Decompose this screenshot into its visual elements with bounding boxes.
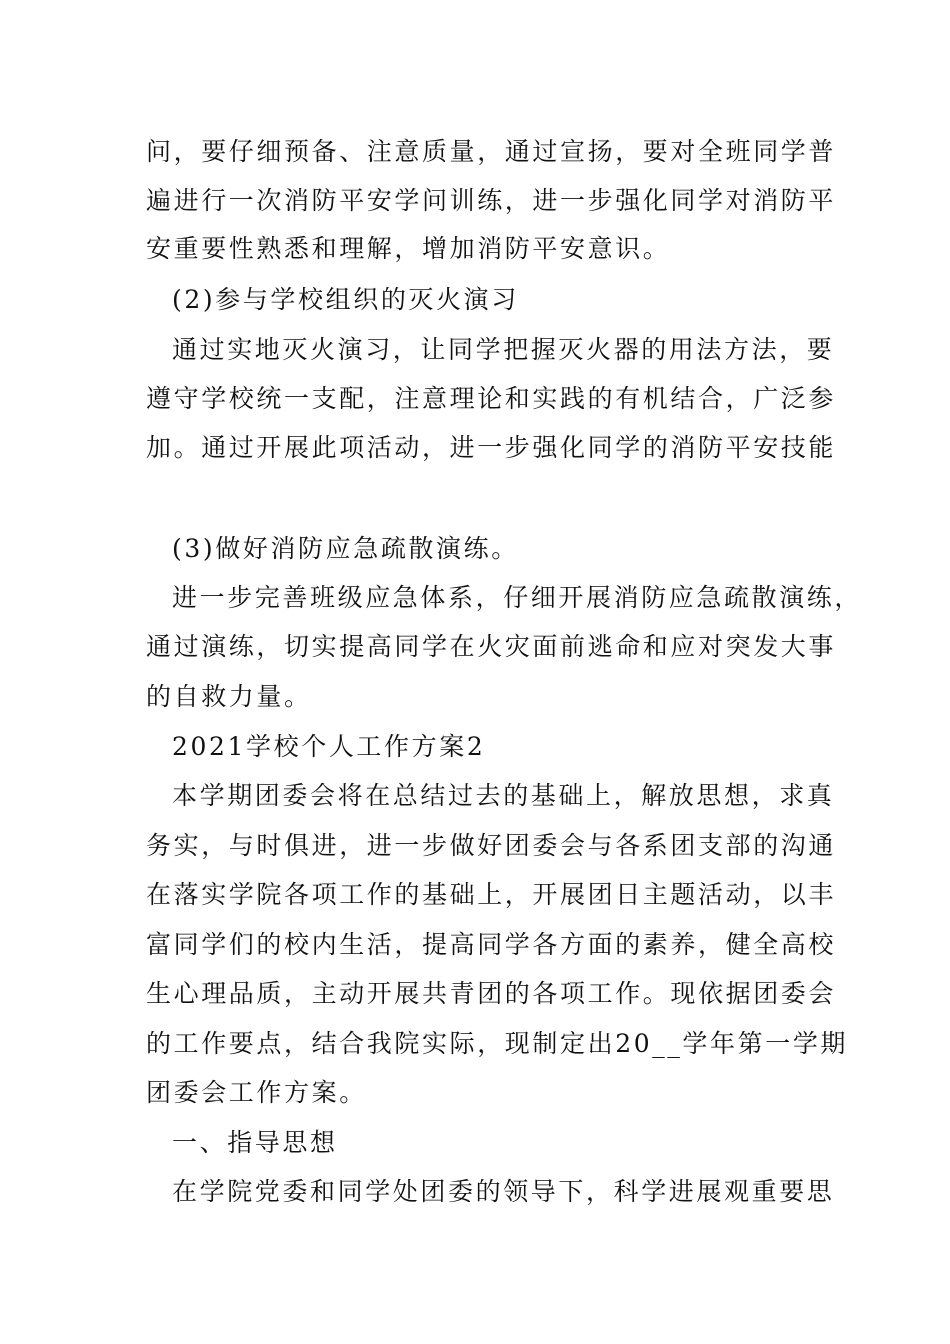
text-line-7: 加。通过开展此项活动，进一步强化同学的消防平安技能 [146, 433, 837, 462]
text-line-3: 安重要性熟悉和理解，增加消防平安意识。 [146, 234, 671, 263]
text-line-16: 富同学们的校内生活，提高同学各方面的素养，健全高校 [146, 930, 837, 959]
text-line-13: 本学期团委会将在总结过去的基础上，解放思想，求真 [172, 781, 835, 810]
text-line-19: 团委会工作方案。 [146, 1078, 367, 1107]
text-line-6: 遵守学校统一支配，注意理论和实践的有机结合，广泛参 [146, 384, 837, 413]
text-line-15: 在落实学院各项工作的基础上，开展团日主题活动，以丰 [146, 880, 837, 909]
text-line-21: 在学院党委和同学处团委的领导下，科学进展观重要思 [172, 1177, 835, 1206]
text-line-18: 的工作要点，结合我院实际，现制定出20__学年第一学期 [146, 1029, 849, 1058]
text-line-17: 生心理品质，主动开展共青团的各项工作。现依据团委会 [146, 979, 837, 1008]
heading-guiding-thought: 一、指导思想 [172, 1128, 338, 1157]
text-line-1: 问，要仔细预备、注意质量，通过宣扬，要对全班同学普 [146, 137, 837, 166]
subheading-3: (3)做好消防应急疏散演练。 [172, 534, 519, 563]
text-line-5: 通过实地灭火演习，让同学把握灭火器的用法方法，要 [172, 335, 835, 364]
text-line-14: 务实，与时俱进，进一步做好团委会与各系团支部的沟通 [146, 831, 837, 860]
text-line-2: 遍进行一次消防平安学问训练，进一步强化同学对消防平 [146, 186, 837, 215]
subheading-2: (2)参与学校组织的灭火演习 [172, 285, 519, 314]
text-line-11: 的自救力量。 [146, 682, 312, 711]
section-title: 2021学校个人工作方案2 [172, 732, 486, 761]
text-line-9: 进一步完善班级应急体系，仔细开展消防应急疏散演练， [172, 583, 863, 612]
text-line-10: 通过演练，切实提高同学在火灾面前逃命和应对突发大事 [146, 632, 837, 661]
